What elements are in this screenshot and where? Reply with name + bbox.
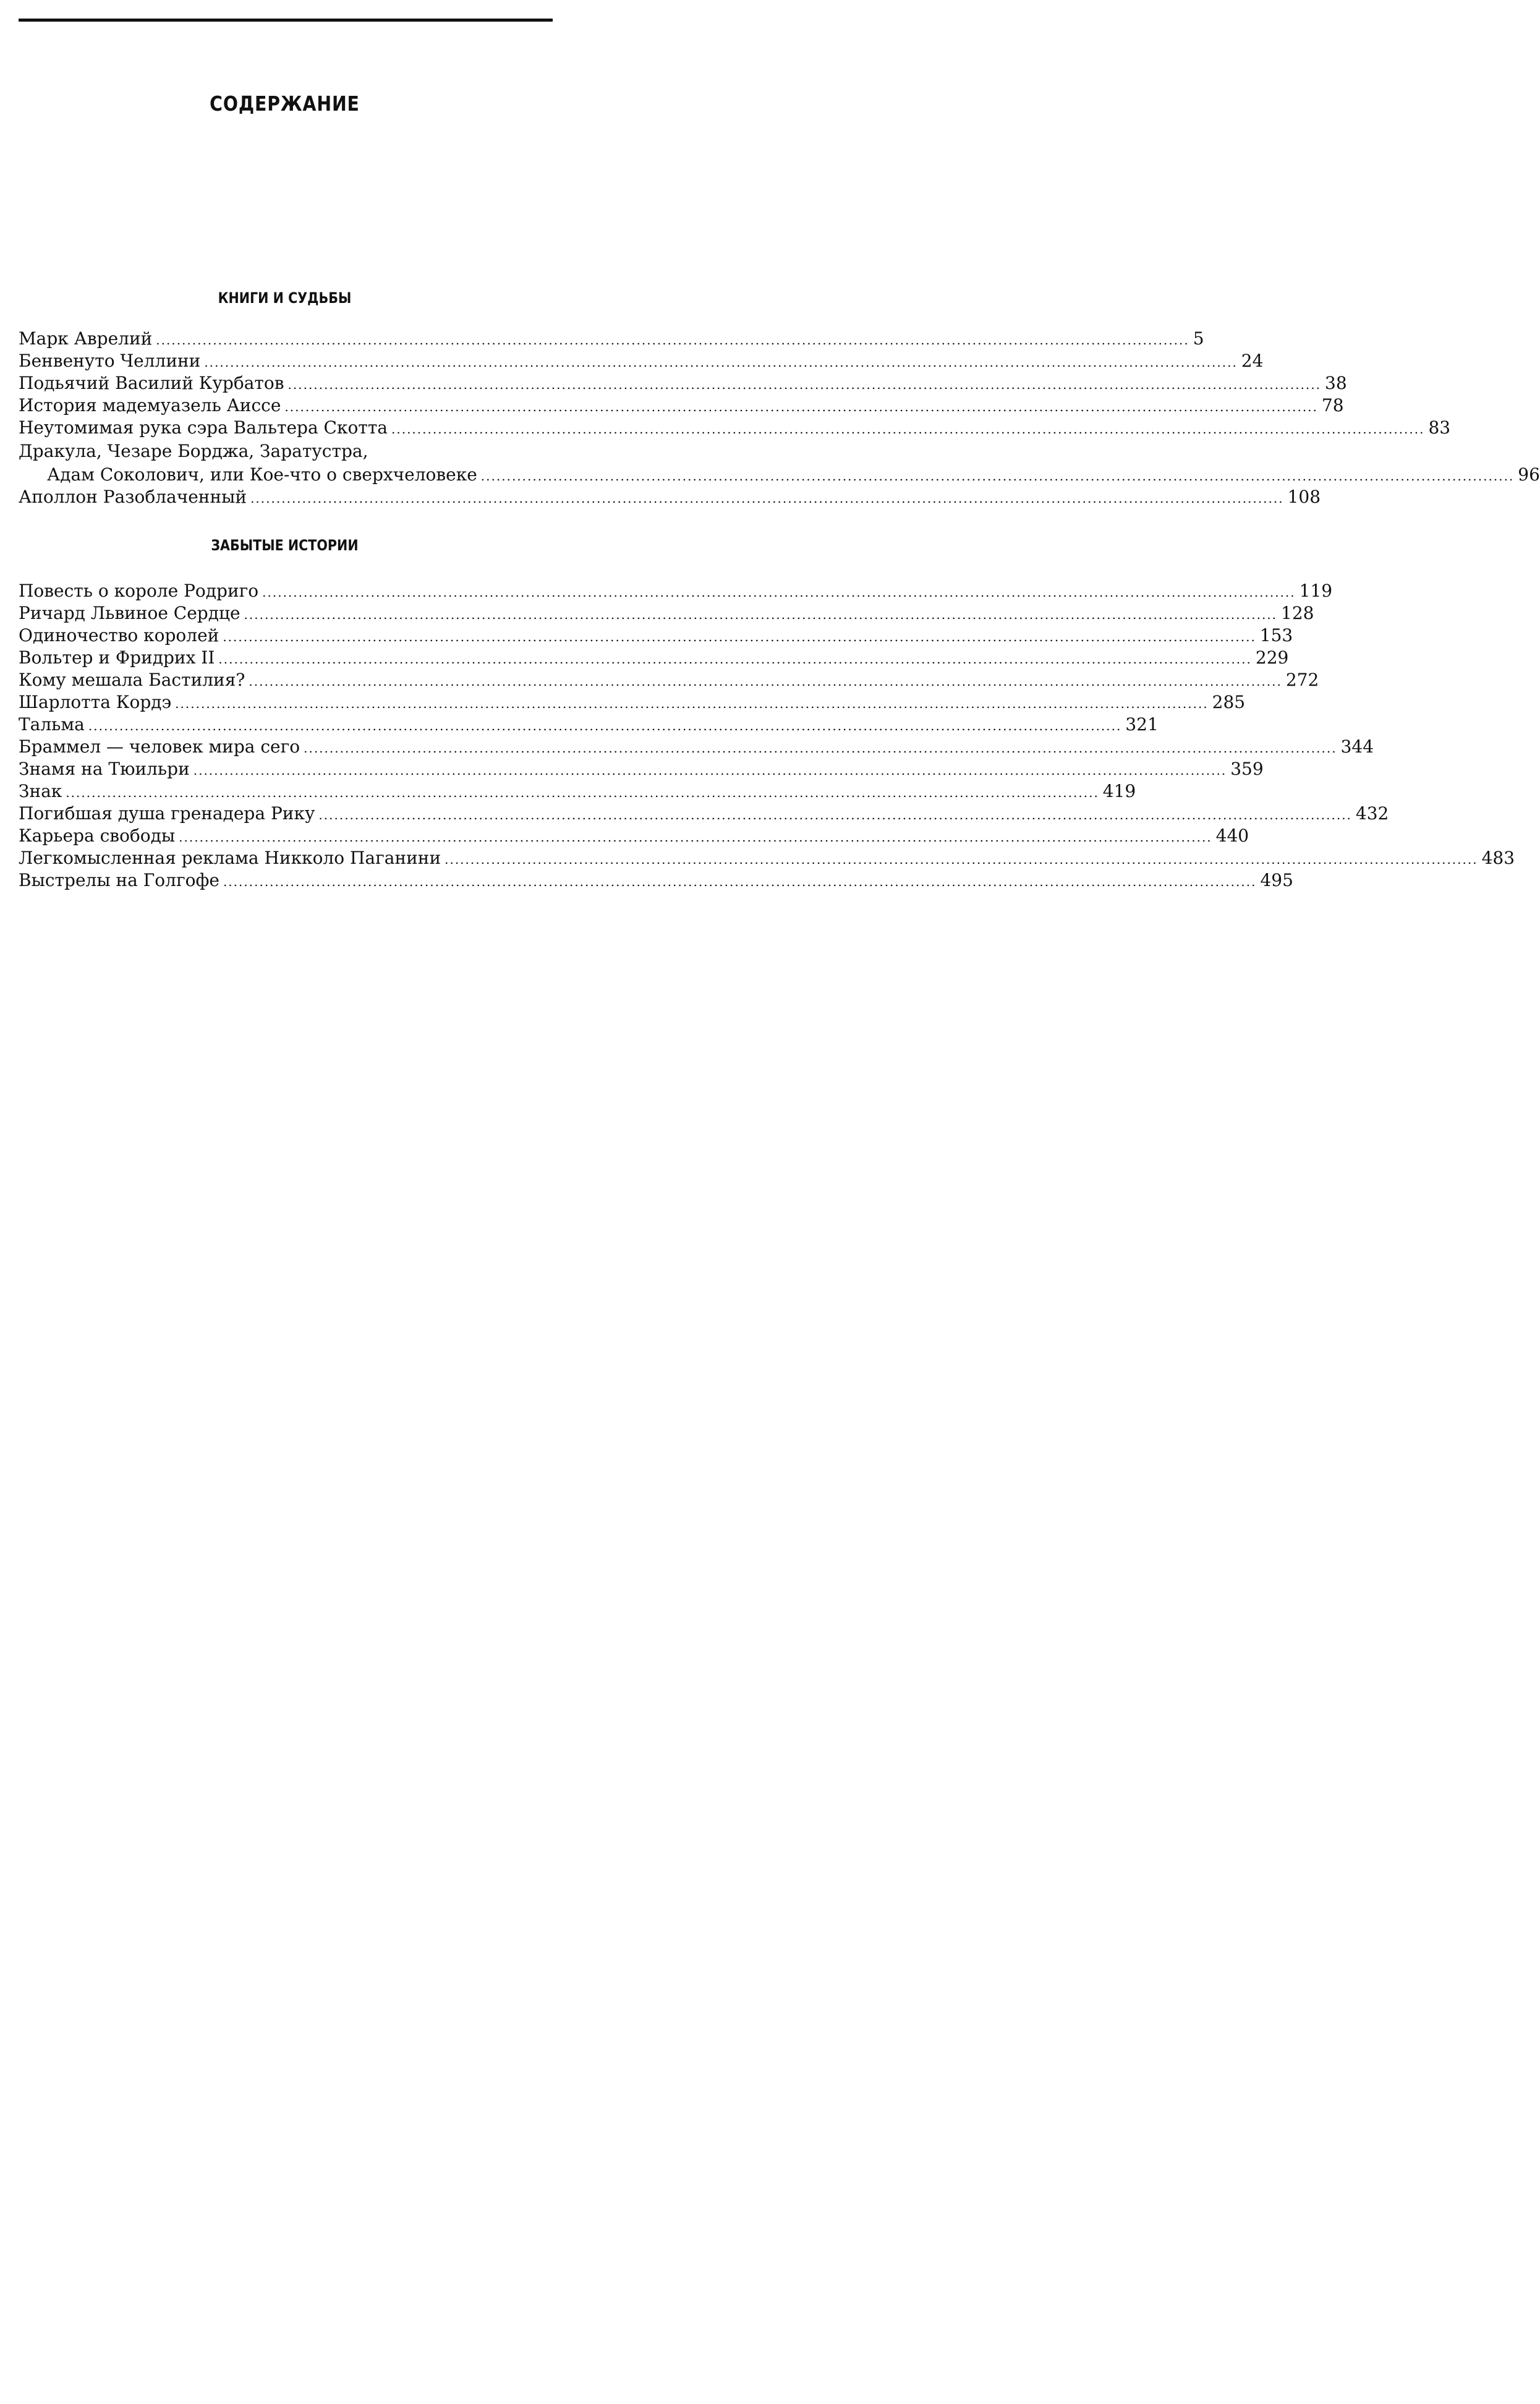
toc-entry-page: 495	[1260, 870, 1293, 890]
toc-entry-page: 96	[1518, 464, 1540, 485]
toc-entry[interactable]	[19, 803, 1389, 825]
toc-entry-page: 272	[1285, 670, 1319, 690]
dot-leader: ........................................................................................................................................................................................................	[179, 830, 1212, 845]
dot-leader: ........................................................................................................................................................................................................	[284, 399, 1318, 414]
dot-leader: ........................................................................................................................................................................................................	[175, 696, 1209, 711]
toc-entry-title: Марк Аврелий	[19, 328, 153, 349]
toc-entry[interactable]	[19, 847, 1515, 869]
toc-entry-title-line1: Дракула, Чезаре Борджа, Заратустра,	[19, 441, 368, 461]
toc-entry[interactable]	[19, 669, 1319, 691]
toc-entry-page: 38	[1325, 373, 1347, 393]
toc-entry-page: 78	[1321, 395, 1344, 416]
toc-entry-title: Ричард Львиное Сердце	[19, 603, 240, 623]
toc-entry-page: 419	[1102, 781, 1136, 801]
toc-entry[interactable]	[19, 647, 1289, 669]
toc-entry-page: 153	[1259, 625, 1293, 646]
toc-entry[interactable]	[19, 624, 1293, 647]
page-title: СОДЕРЖАНИЕ	[210, 92, 360, 116]
toc-entry-page: 108	[1287, 487, 1321, 507]
dot-leader: ........................................................................................................................................................................................................	[223, 874, 1257, 889]
toc-entry[interactable]	[19, 691, 1246, 714]
toc-entry[interactable]	[19, 417, 1451, 439]
dot-leader: ........................................................................................................................................................................................................	[193, 763, 1227, 778]
toc-entry-title: Знак	[19, 781, 62, 801]
toc-entry[interactable]	[19, 825, 1249, 847]
toc-entry-title: Вольтер и Фридрих II	[19, 647, 215, 668]
toc-entry-title: Повесть о короле Родриго	[19, 581, 259, 601]
toc-entry-title: Кому мешала Бастилия?	[19, 670, 245, 690]
toc-entry[interactable]	[19, 394, 1344, 417]
toc-entry[interactable]	[19, 758, 1264, 780]
toc-entry-title-line2: Адам Соколович, или Кое-что о сверхчеловеке	[47, 464, 477, 485]
section-heading-forgotten-stories: ЗАБЫТЫЕ ИСТОРИИ	[211, 537, 359, 554]
toc-entry-page: 344	[1340, 736, 1374, 757]
toc-entry-page: 440	[1215, 825, 1249, 846]
toc-entry-title: Знамя на Тюильри	[19, 759, 190, 779]
toc-entry-page: 483	[1481, 848, 1515, 868]
toc-entry-title: Браммел — человек мира сего	[19, 736, 300, 757]
toc-section-2	[19, 580, 1515, 892]
dot-leader: ........................................................................................................................................................................................................	[204, 355, 1238, 370]
dot-leader: ........................................................................................................................................................................................................	[249, 674, 1282, 689]
toc-entry-title: Бенвенуто Челлини	[19, 351, 201, 371]
toc-entry-continuation[interactable]	[19, 464, 1540, 486]
dot-leader: ........................................................................................................................................................................................................	[262, 585, 1296, 600]
dot-leader: ........................................................................................................................................................................................................	[156, 333, 1189, 347]
section-heading-books-and-fates: КНИГИ И СУДЬБЫ	[218, 289, 352, 307]
book-page	[0, 0, 1540, 974]
toc-entry-title: Тальма	[19, 714, 85, 735]
dot-leader: ........................................................................................................................................................................................................	[244, 607, 1278, 622]
dot-leader: ........................................................................................................................................................................................................	[480, 469, 1515, 484]
dot-leader: ........................................................................................................................................................................................................	[223, 629, 1256, 644]
toc-entry-title: Погибшая душа гренадера Рику	[19, 803, 315, 824]
toc-entry[interactable]	[19, 486, 1321, 508]
dot-leader: ........................................................................................................................................................................................................	[66, 785, 1099, 800]
toc-entry-page: 5	[1193, 328, 1204, 349]
toc-entry-page: 321	[1125, 714, 1159, 735]
toc-entry[interactable]	[19, 714, 1159, 736]
toc-entry[interactable]	[19, 372, 1347, 394]
dot-leader: ........................................................................................................................................................................................................	[318, 808, 1352, 822]
toc-entry[interactable]	[19, 602, 1314, 624]
toc-entry-title: Неутомимая рука сэра Вальтера Скотта	[19, 417, 388, 438]
dot-leader: ........................................................................................................................................................................................................	[218, 652, 1252, 667]
toc-entry-title: Аполлон Разоблаченный	[19, 487, 247, 507]
toc-entry-page: 285	[1212, 692, 1246, 712]
dot-leader: ........................................................................................................................................................................................................	[88, 718, 1122, 733]
toc-entry-page: 359	[1230, 759, 1264, 779]
toc-section-1	[19, 328, 1540, 508]
toc-entry-page: 432	[1355, 803, 1389, 824]
toc-entry[interactable]	[19, 350, 1264, 372]
dot-leader: ........................................................................................................................................................................................................	[445, 852, 1478, 867]
dot-leader: ........................................................................................................................................................................................................	[391, 422, 1425, 437]
toc-entry[interactable]	[19, 328, 1204, 350]
toc-entry-first-line[interactable]	[19, 439, 547, 464]
toc-entry-title: Одиночество королей	[19, 625, 219, 646]
toc-entry[interactable]	[19, 736, 1374, 758]
toc-entry[interactable]	[19, 580, 1333, 602]
toc-entry-page: 119	[1299, 581, 1333, 601]
dot-leader: ........................................................................................................................................................................................................	[304, 741, 1337, 756]
toc-entry[interactable]	[19, 780, 1136, 803]
toc-entry-page: 83	[1428, 417, 1451, 438]
toc-entry-title: Выстрелы на Голгофе	[19, 870, 219, 890]
toc-entry-title: История мадемуазель Аиссе	[19, 395, 281, 416]
toc-entry-title: Легкомысленная реклама Никколо Паганини	[19, 848, 441, 868]
toc-entry-page: 229	[1255, 647, 1289, 668]
dot-leader: ........................................................................................................................................................................................................	[287, 377, 1321, 392]
toc-entry-page: 128	[1281, 603, 1314, 623]
toc-entry-page: 24	[1241, 351, 1264, 371]
dot-leader: ........................................................................................................................................................................................................	[250, 491, 1284, 506]
top-rule	[19, 19, 553, 22]
toc-entry-title: Подьячий Василий Курбатов	[19, 373, 284, 393]
toc-entry[interactable]	[19, 869, 1293, 892]
toc-entry-title: Карьера свободы	[19, 825, 176, 846]
toc-entry-title: Шарлотта Кордэ	[19, 692, 172, 712]
